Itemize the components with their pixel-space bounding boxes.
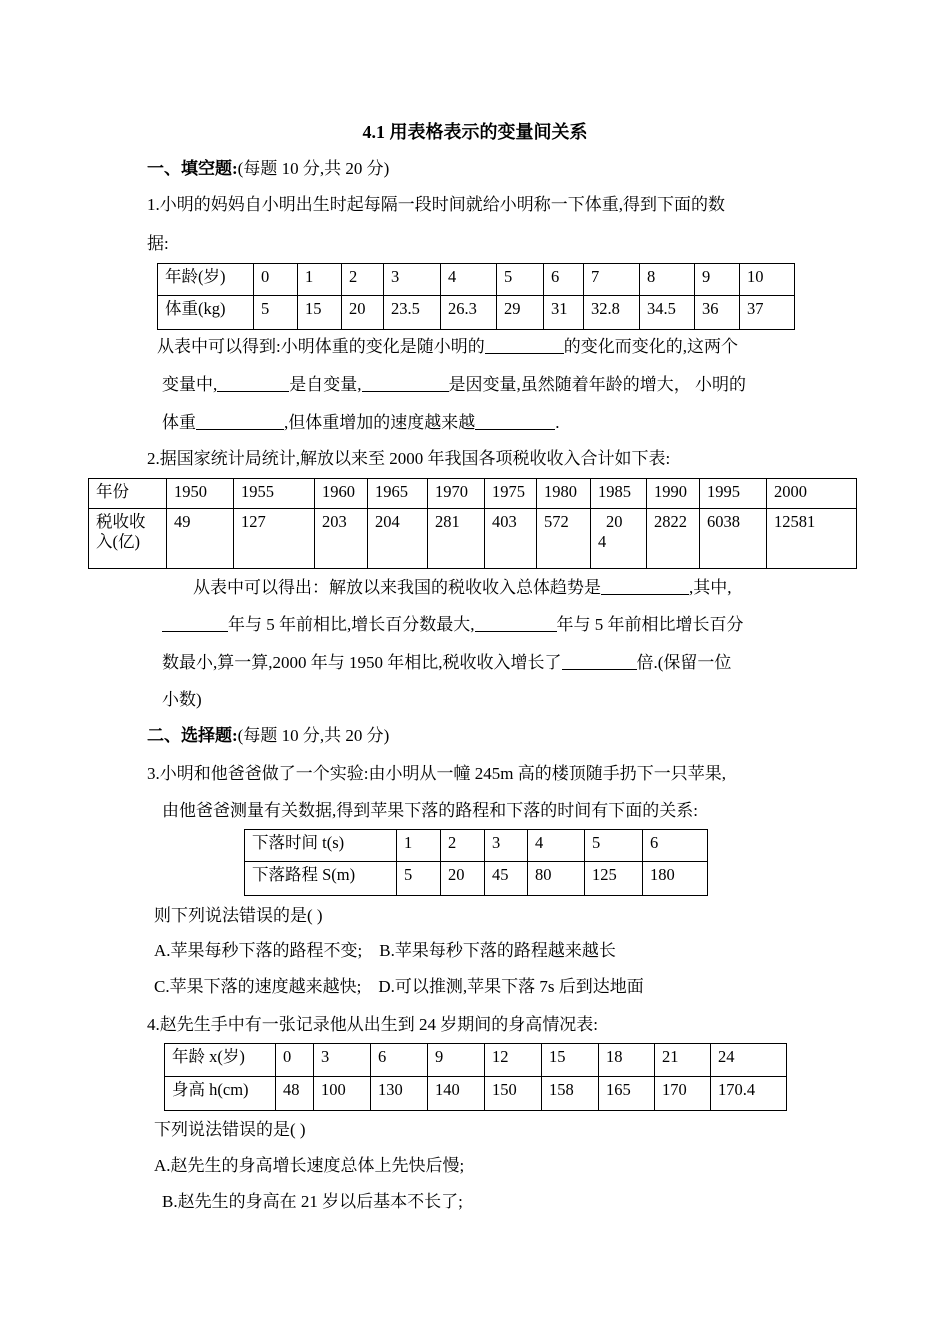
row-header-cell: 年龄 x(岁) <box>165 1044 276 1077</box>
table-cell: 8 <box>640 264 695 296</box>
q2-answer-line1: 从表中可以得出：解放以来我国的税收收入总体趋势是 ,其中, <box>193 578 732 597</box>
table-cell: 31 <box>544 296 584 330</box>
table-cell: 6 <box>544 264 584 296</box>
table-cell: 1980 <box>537 479 591 509</box>
table-cell: 18 <box>599 1044 655 1077</box>
table-cell: 127 <box>234 509 315 569</box>
table-cell: 281 <box>428 509 485 569</box>
table-cell: 170.4 <box>711 1077 787 1111</box>
table-cell: 24 <box>711 1044 787 1077</box>
table-cell: 2 <box>441 830 485 862</box>
table-cell: 4 <box>441 264 497 296</box>
table-cell: 48 <box>276 1077 314 1111</box>
section-heading-multiple-choice <box>147 721 389 746</box>
q4-option-b[interactable]: B.赵先生的身高在 21 岁以后基本不长了; <box>162 1192 463 1211</box>
blank-input[interactable] <box>362 390 449 392</box>
table-cell: 100 <box>314 1077 371 1111</box>
q1-text-line1: 1.小明的妈妈自小明出生时起每隔一段时间就给小明称一下体重,得到下面的数 <box>147 195 725 214</box>
table-cell: 1990 <box>647 479 700 509</box>
table-cell: 3 <box>314 1044 371 1077</box>
table-cell: 32.8 <box>584 296 640 330</box>
page-title: 4.1 用表格表示的变量间关系 <box>362 122 588 142</box>
section-label: 一、填空题: <box>147 159 238 178</box>
section-heading-fill-blank <box>147 154 389 179</box>
table-cell: 20 <box>342 296 384 330</box>
blank-input[interactable] <box>601 593 689 595</box>
option-b[interactable]: B.苹果每秒下落的路程越来越长 <box>379 941 616 960</box>
q1-weight-table <box>157 263 795 330</box>
table-cell: 36 <box>695 296 740 330</box>
blank-input[interactable] <box>562 668 637 670</box>
table-cell: 5 <box>397 862 441 896</box>
table-cell: 0 <box>254 264 298 296</box>
table-cell: 税收收 入(亿) <box>89 509 167 569</box>
table-row <box>165 1077 787 1111</box>
table-cell: 1 <box>298 264 342 296</box>
q3-text-line2: 由他爸爸测量有关数据,得到苹果下落的路程和下落的时间有下面的关系: <box>162 801 698 820</box>
blank-input[interactable] <box>162 630 228 632</box>
table-cell: 1970 <box>428 479 485 509</box>
table-cell: 37 <box>740 296 795 330</box>
table-cell: 3 <box>384 264 441 296</box>
row-header-cell: 年龄(岁) <box>158 264 254 296</box>
table-cell: 1955 <box>234 479 315 509</box>
option-d[interactable]: D.可以推测,苹果下落 7s 后到达地面 <box>378 977 644 996</box>
table-cell: 1995 <box>700 479 767 509</box>
row-header-cell: 下落时间 t(s) <box>245 830 397 862</box>
table-cell: 80 <box>528 862 585 896</box>
option-c[interactable]: C.苹果下落的速度越来越快; <box>154 977 362 996</box>
q3-fall-table <box>244 829 708 896</box>
q2-tax-table <box>88 478 857 569</box>
table-cell: 165 <box>599 1077 655 1111</box>
table-cell: 130 <box>371 1077 428 1111</box>
q4-text-line1: 4.赵先生手中有一张记录他从出生到 24 岁期间的身高情况表: <box>147 1015 598 1034</box>
table-cell: 204 <box>368 509 428 569</box>
table-row <box>245 862 708 896</box>
table-cell: 26.3 <box>441 296 497 330</box>
table-cell: 5 <box>254 296 298 330</box>
table-cell: 1985 <box>591 479 647 509</box>
option-a[interactable]: A.苹果每秒下落的路程不变; <box>154 941 363 960</box>
blank-input[interactable] <box>475 630 557 632</box>
row-header-cell: 下落路程 S(m) <box>245 862 397 896</box>
table-cell: 1965 <box>368 479 428 509</box>
table-cell: 15 <box>298 296 342 330</box>
table-cell: 2 <box>342 264 384 296</box>
table-cell: 7 <box>584 264 640 296</box>
table-row <box>158 264 795 296</box>
table-cell: 180 <box>643 862 708 896</box>
q3-options-ab <box>154 936 616 961</box>
table-cell: 403 <box>485 509 537 569</box>
table-cell: 5 <box>497 264 544 296</box>
table-cell: 158 <box>542 1077 599 1111</box>
q3-prompt: 则下列说法错误的是( ) <box>154 906 323 925</box>
table-row <box>158 296 795 330</box>
table-cell: 29 <box>497 296 544 330</box>
blank-input[interactable] <box>485 352 564 354</box>
table-cell: 572 <box>537 509 591 569</box>
table-row <box>89 509 857 569</box>
section-note: (每题 10 分,共 20 分) <box>237 726 390 745</box>
table-cell: 140 <box>428 1077 485 1111</box>
table-cell: 12 <box>485 1044 542 1077</box>
q2-text-line1: 2.据国家统计局统计,解放以来至 2000 年我国各项税收收入合计如下表: <box>147 449 671 468</box>
table-cell: 45 <box>485 862 528 896</box>
q4-option-a[interactable]: A.赵先生的身高增长速度总体上先快后慢; <box>154 1156 465 1175</box>
q1-answer-line2: 变量中, 是自变量, 是因变量,虽然随着年龄的增大， 小明的 <box>162 375 746 394</box>
table-cell: 2822 <box>647 509 700 569</box>
q1-answer-line1: 从表中可以得到:小明体重的变化是随小明的 的变化而变化的,这两个 <box>157 337 738 356</box>
table-cell: 2000 <box>767 479 857 509</box>
table-row <box>245 830 708 862</box>
blank-input[interactable] <box>217 390 289 392</box>
table-cell: 1960 <box>315 479 368 509</box>
table-cell: 1950 <box>167 479 234 509</box>
table-cell: 6038 <box>700 509 767 569</box>
table-cell: 20 4 <box>591 509 647 569</box>
table-cell: 125 <box>585 862 643 896</box>
table-cell: 20 <box>441 862 485 896</box>
q4-prompt: 下列说法错误的是( ) <box>154 1120 306 1139</box>
table-cell: 12581 <box>767 509 857 569</box>
section-note: (每题 10 分,共 20 分) <box>237 159 390 178</box>
table-cell: 150 <box>485 1077 542 1111</box>
table-cell: 4 <box>528 830 585 862</box>
blank-input[interactable] <box>475 428 555 430</box>
table-cell: 21 <box>655 1044 711 1077</box>
q1-text-line2: 据: <box>147 234 169 253</box>
table-cell: 15 <box>542 1044 599 1077</box>
q3-options-cd <box>154 972 644 997</box>
table-cell: 34.5 <box>640 296 695 330</box>
table-cell: 0 <box>276 1044 314 1077</box>
table-cell: 5 <box>585 830 643 862</box>
blank-input[interactable] <box>196 428 284 430</box>
q4-height-table <box>164 1043 787 1111</box>
q2-answer-line2: 年与 5 年前相比,增长百分数最大, 年与 5 年前相比增长百分 <box>162 610 744 635</box>
q2-answer-line3: 数最小,算一算,2000 年与 1950 年相比,税收收入增长了 倍.(保留一位 <box>162 653 732 672</box>
table-cell: 9 <box>695 264 740 296</box>
row-header-cell: 年份 <box>89 479 167 509</box>
table-cell: 1975 <box>485 479 537 509</box>
q2-answer-line4: 小数) <box>162 690 202 709</box>
row-header-cell: 身高 h(cm) <box>165 1077 276 1111</box>
table-row <box>165 1044 787 1077</box>
table-row <box>89 479 857 509</box>
q3-text-line1: 3.小明和他爸爸做了一个实验:由小明从一幢 245m 高的楼顶随手扔下一只苹果, <box>147 764 726 783</box>
table-cell: 3 <box>485 830 528 862</box>
table-cell: 170 <box>655 1077 711 1111</box>
row-header-cell: 体重(kg) <box>158 296 254 330</box>
table-cell: 23.5 <box>384 296 441 330</box>
table-cell: 6 <box>371 1044 428 1077</box>
section-label: 二、选择题: <box>147 726 238 745</box>
table-cell: 10 <box>740 264 795 296</box>
q1-answer-line3: 体重 ,但体重增加的速度越来越 . <box>162 413 560 432</box>
table-cell: 6 <box>643 830 708 862</box>
table-cell: 49 <box>167 509 234 569</box>
table-cell: 1 <box>397 830 441 862</box>
table-cell: 9 <box>428 1044 485 1077</box>
table-cell: 203 <box>315 509 368 569</box>
